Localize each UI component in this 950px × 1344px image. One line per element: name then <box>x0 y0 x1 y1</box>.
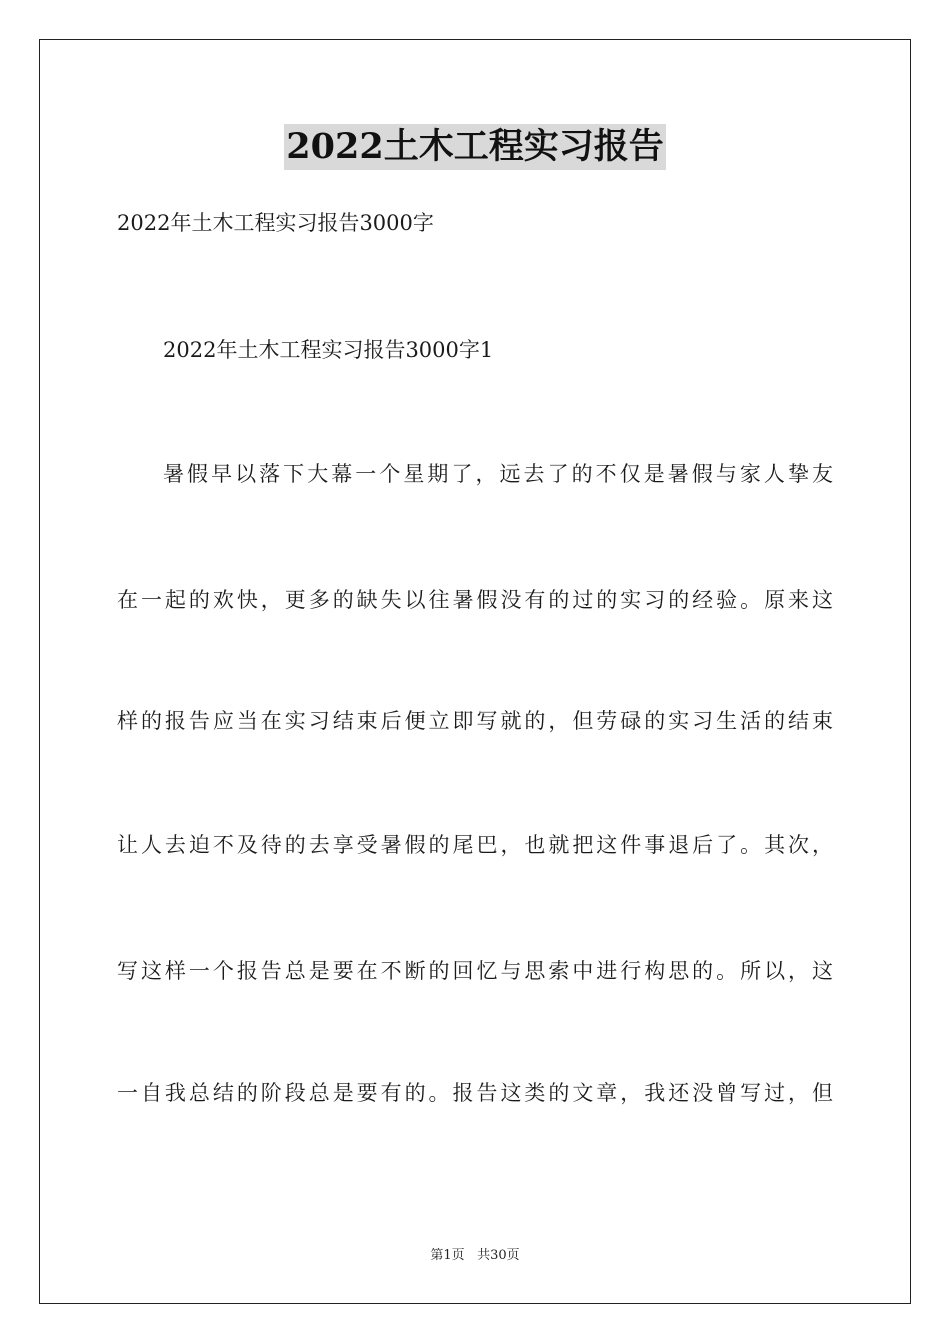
body-paragraph-line: 一自我总结的阶段总是要有的。报告这类的文章，我还没曾写过，但 <box>117 1081 833 1105</box>
title-container <box>0 124 950 170</box>
body-paragraph-line: 在一起的欢快，更多的缺失以往暑假没有的过的实习的经验。原来这 <box>117 588 833 612</box>
page-total: 共30页 <box>477 1248 520 1263</box>
page-number: 第1页 <box>430 1248 465 1263</box>
body-paragraph-line: 写这样一个报告总是要在不断的回忆与思索中进行构思的。所以，这 <box>117 959 833 983</box>
document-subtitle: 2022年土木工程实习报告3000字 <box>117 211 434 235</box>
section-heading: 2022年土木工程实习报告3000字1 <box>163 338 494 362</box>
body-paragraph-line: 样的报告应当在实习结束后便立即写就的，但劳碌的实习生活的结束 <box>117 709 833 733</box>
document-title: 2022土木工程实习报告 <box>284 124 665 170</box>
body-paragraph-line: 让人去迫不及待的去享受暑假的尾巴，也就把这件事退后了。其次， <box>117 833 833 857</box>
body-paragraph-line: 暑假早以落下大幕一个星期了，远去了的不仅是暑假与家人挚友 <box>163 462 833 486</box>
page-footer <box>0 1247 950 1265</box>
